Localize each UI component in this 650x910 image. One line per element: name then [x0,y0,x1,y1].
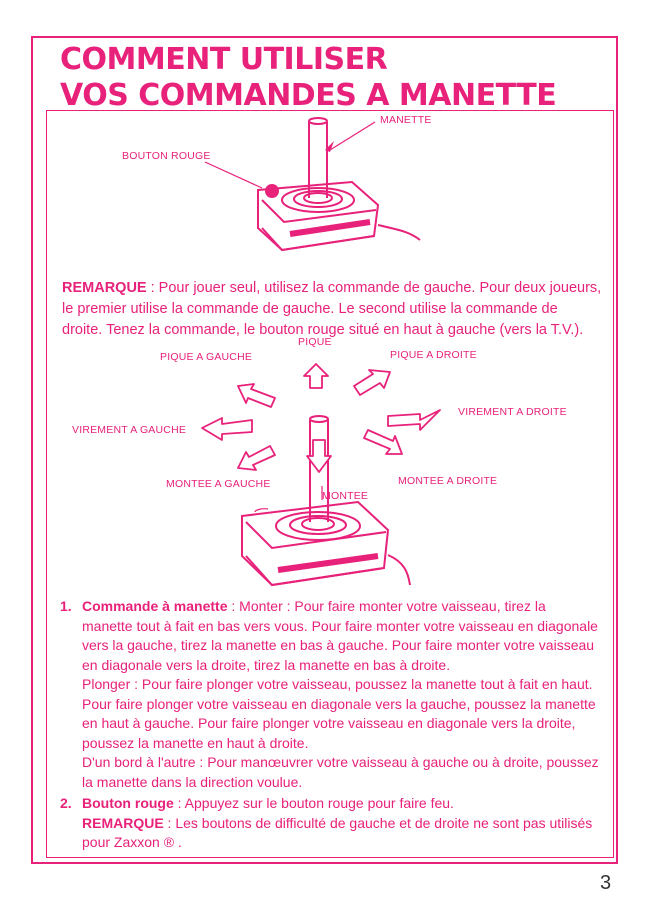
item-paragraph: Plonger : Pour faire plonger votre vaisseau, poussez la manette tout à fait en haut. Pour faire plonger votre vaisseau en diagonale vers la gauche, poussez la manette en haut à gauche. Pour faire plonger votre vaisseau en diagonale vers la droite, poussez la manette en haut à droite. [82,676,596,751]
arrow-up-right-icon [354,370,390,395]
item-paragraph [82,597,600,675]
item-text: : Appuyez sur le bouton rouge pour faire feu. [173,795,454,811]
item-number: 1. [60,598,72,614]
title-line-1: COMMENT UTILISER [60,42,388,77]
arrow-left-icon [202,418,252,440]
instruction-item [60,597,600,792]
item-keyword: Bouton rouge [82,795,174,811]
label-montee-droite: MONTEE A DROITE [398,475,498,487]
arrow-up-icon [304,364,328,388]
label-virement-droite: VIREMENT A DROITE [458,406,567,418]
title-line-2: VOS COMMANDES A MANETTE [60,78,557,113]
item-keyword: Commande à manette [82,598,228,614]
instruction-list [60,597,600,855]
label-montee: MONTEE [322,490,369,502]
item-number: 2. [60,795,72,811]
arrow-down-right-icon [364,430,402,454]
item-note-keyword: REMARQUE [82,814,164,831]
item-note [82,814,600,853]
arrow-right-icon [388,410,440,430]
item-text: : Monter : Pour faire monter votre vaisseau, tirez la manette tout à fait en bas vers vous. Pour faire monter votre vaisseau en diagonale vers la gauche, tirez la manette en bas à gauche. Pour faire monter votre vaisseau en diagonale vers la droite, tirez la manette en bas à droite. [82,598,598,673]
label-bouton-rouge: BOUTON ROUGE [122,150,211,162]
item-paragraph: D'un bord à l'autre : Pour manœuvrer votre vaisseau à gauche ou à droite, poussez la manette dans la direction voulue. [82,754,599,790]
arrow-up-left-icon [238,384,275,407]
label-manette: MANETTE [380,114,432,126]
note-text: : Pour jouer seul, utilisez la commande de gauche. Pour deux joueurs, le premier utilise la commande de gauche. Le second utilise la commande de droite. Tenez la commande, le bouton rouge situé en haut à gauche (vers la T.V.). [62,279,602,338]
label-virement-gauche: VIREMENT A GAUCHE [72,424,187,436]
instruction-item [60,794,600,853]
item-paragraph [82,794,600,814]
label-montee-gauche: MONTEE A GAUCHE [166,478,271,490]
item-note-text: : Les boutons de difficulté de gauche et de droite ne sont pas utilisés pour Zaxxon ® . [82,814,593,850]
arrow-down-left-icon [238,446,275,470]
page-number: 3 [600,872,612,894]
label-pique: PIQUE [298,336,332,348]
label-pique-droite: PIQUE A DROITE [390,349,477,361]
label-pique-gauche: PIQUE A GAUCHE [160,351,253,363]
note-keyword: REMARQUE [62,279,147,296]
